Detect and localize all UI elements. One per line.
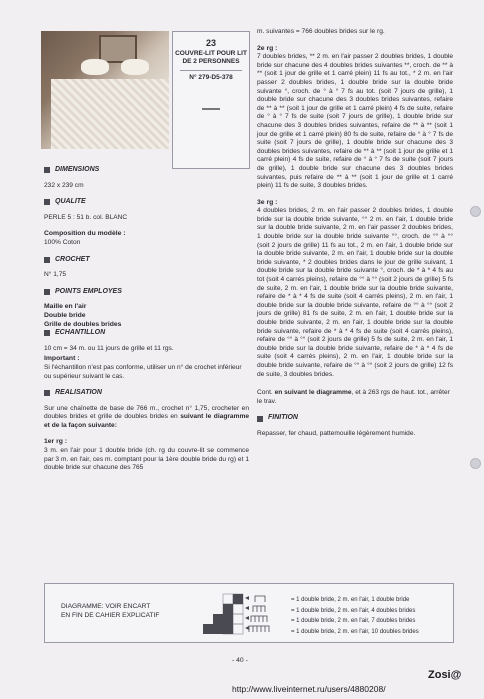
section-echantillon: ECHANTILLON — [44, 329, 249, 338]
watermark-url: http://www.liveinternet.ru/users/4880208/ — [232, 684, 386, 694]
bullet-square-icon — [44, 289, 50, 295]
stitch-symbols — [249, 596, 269, 632]
crochet-quilt — [51, 79, 169, 149]
echantillon-value: 10 cm = 34 m. ou 11 jours de grille et 11 rgs. — [44, 344, 174, 352]
crochet-value: N° 1,75 — [44, 271, 67, 279]
rg1-text: 3 m. en l'air pour 1 double bride (ch. rg du couvre-lit se commence par 3 m. en l'air, ces m. comptant pour la 1ère double bride du rg) et 1 double bride sur chacune des 765 — [44, 447, 249, 472]
important-text: Si l'échantillon n'est pas conforme, utiliser un n° de crochet inférieur ou supérieur suivant le cas. — [44, 363, 242, 380]
punch-hole — [470, 206, 481, 217]
realisation-text: Sur une chaînette de base de 766 m., crochet n° 1,75, crocheter en doubles brides et grille de doubles brides en suivant le diagramme et de la façon suivante: — [44, 404, 249, 429]
section-crochet: CROCHET — [44, 256, 249, 265]
important-label: Important : — [44, 355, 80, 363]
rg2-label: 2e rg : — [257, 44, 278, 52]
watermark-logo: Zosi@ — [428, 669, 462, 681]
bullet-square-icon — [44, 167, 50, 173]
bedspread-photo — [41, 31, 169, 149]
row-arrows — [245, 596, 249, 630]
rg3-text: 4 doubles brides, 2 m. en l'air passer 2 doubles brides, 1 double bride sur la double bride suivante, °° 2 m. en l'air, 1 double bride sur la double bride suivante, 2 m. en l'air passer 2 doubles brides, 1 double bride sur la double bride suivante °°, croch. de °° à °° (soit 2 jours de grille) 11 fs au tot., 2 m. en l'air, 1 double bride sur la double bride suivante, 2 m. en l'air, 1 double bride sur la double bride suivante, * 2 doubles brides dans le jour de grille suivant, 1 double bride sur la double bride suivante °, croch. de * à * 4 fs au tot (soit 4 carrés pleins), refaire de °° à °° (soit 2 jours de grille) 5 fs de suite, 2 m. en l'air, 1 double bride sur la double bride suivante, refaire de * à * 4 fs de suite (soit 4 carrés pleins), 2 m. en l'air, 1 double bride sur la double bride suivante, refaire de °° à °° (soit 2 jours de grille) 81 fs de suite, 2 m. en l'air, 1 double bride sur la double bride suivante, 2 m. en l'air, 1 double bride sur la double bride suivante, refaire de * à * 4 fs de suite (soit 4 carrés pleins), refaire de °° à °° (soit 2 jours de grille) 5 fs de suite, 2 m. en l'air, 1 double bride sur la double bride suivante, refaire de * à * 4 fs de suite (soit 4 carrés pleins), 2 m. en l'air, 1 double bride sur la double bride suivante, refaire de °° à °° (soit 2 jours de grille) 12 fs de suite, 3 doubles brides. — [257, 207, 453, 378]
section-dimensions: DIMENSIONS — [44, 166, 249, 175]
legend-row: = 1 double bride, 2 m. en l'air, 4 doubles brides — [291, 607, 416, 614]
section-points: POINTS EMPLOYES — [44, 288, 249, 297]
diagram-caption: DIAGRAMME: VOIR ENCART EN FIN DE CAHIER EXPLICATIF — [61, 603, 160, 619]
point-item: Grille de doubles brides — [44, 320, 122, 328]
bullet-square-icon — [44, 330, 50, 336]
composition-label: Composition du modèle : — [44, 230, 126, 238]
diagram-box — [44, 583, 454, 643]
dash-mark — [202, 108, 220, 110]
legend-row: = 1 double bride, 2 m. en l'air, 1 double bride — [291, 597, 410, 603]
bullet-square-icon — [44, 199, 50, 205]
rg1-label: 1er rg : — [44, 438, 68, 446]
bullet-square-icon — [44, 390, 50, 396]
divider — [180, 70, 242, 71]
bullet-square-icon — [44, 257, 50, 263]
pillow — [81, 59, 109, 75]
section-qualite: QUALITE — [44, 198, 249, 207]
legend-row: = 1 double bride, 2 m. en l'air, 7 doubles brides — [291, 618, 416, 625]
finition-text: Repasser, fer chaud, pattemouille légèrement humide. — [257, 429, 416, 437]
model-info-box — [172, 31, 250, 169]
section-realisation: REALISATION — [44, 389, 249, 398]
stitch-diagram — [183, 590, 279, 638]
continuation-text: m. suivantes = 766 doubles brides sur le rg. — [257, 28, 385, 35]
right-column — [257, 28, 453, 447]
rg2-text: 7 doubles brides, ** 2 m. en l'air passer 2 doubles brides, 1 double bride sur chacune des 4 doubles brides suivantes **, croch. de ** à ** (soit 1 jour de grille et 1 carré plein) 11 fs au tot., * 2 m. en l'air passer 2 doubles brides, 1 double bride sur la double bride suivante °, croch. de ° à ° 7 fs au tot. (soit 7 jours de grille), 1 double bride sur chacune des 3 doubles brides suivantes, refaire de ** à ** (soit 1 jour de grille et 1 carré plein) 4 fs de suite, refaire de ° à ° 7 fs de suite (soit 7 jours de grille), 1 double bride sur chacune des 3 doubles brides suivantes, refaire de ** à ** (soit 1 jour de grille et 1 carré plein) 80 fs de suite, refaire de ° à ° 7 fs de suite (soit 7 jours de grille), 1 double bride sur chacune des 3 doubles brides suivantes, refaire de ** à ** (soit 1 jour de grille et 1 carré plein) 4 fs de suite, refaire de ° à ° 7 fs de suite (soit 7 jours de grille), 1 double bride sur chacune des 3 doubles brides suivantes, puis refaire de ** à ** (soit 1 jour de grille et 1 carré plein) 11 fs de suite, 3 doubles brides. — [257, 53, 453, 190]
composition-value: 100% Coton — [44, 238, 81, 246]
point-item: Double bride — [44, 311, 86, 319]
section-finition: FINITION — [257, 414, 453, 423]
pillow — [121, 59, 149, 75]
diagram-legend — [291, 595, 419, 637]
dimensions-value: 232 x 239 cm — [44, 181, 84, 189]
model-title: COUVRE-LIT POUR LIT DE 2 PERSONNES — [175, 50, 247, 65]
rg3-label: 3e rg : — [257, 198, 278, 206]
point-item: Maille en l'air — [44, 303, 87, 311]
bullet-square-icon — [257, 416, 263, 422]
qualite-value: PERLE 5 : 51 b. col. BLANC — [44, 213, 128, 221]
punch-hole — [470, 458, 481, 469]
cont-text: Cont. en suivant le diagramme, et à 263 rgs de haut. tot., arrêter le trav. — [257, 389, 450, 405]
model-reference: N° 279-D5-378 — [189, 74, 233, 81]
page-number: - 40 - — [232, 657, 248, 664]
legend-row: = 1 double bride, 2 m. en l'air, 10 doubles brides — [291, 628, 419, 635]
model-number: 23 — [205, 38, 216, 48]
left-column — [44, 166, 249, 473]
